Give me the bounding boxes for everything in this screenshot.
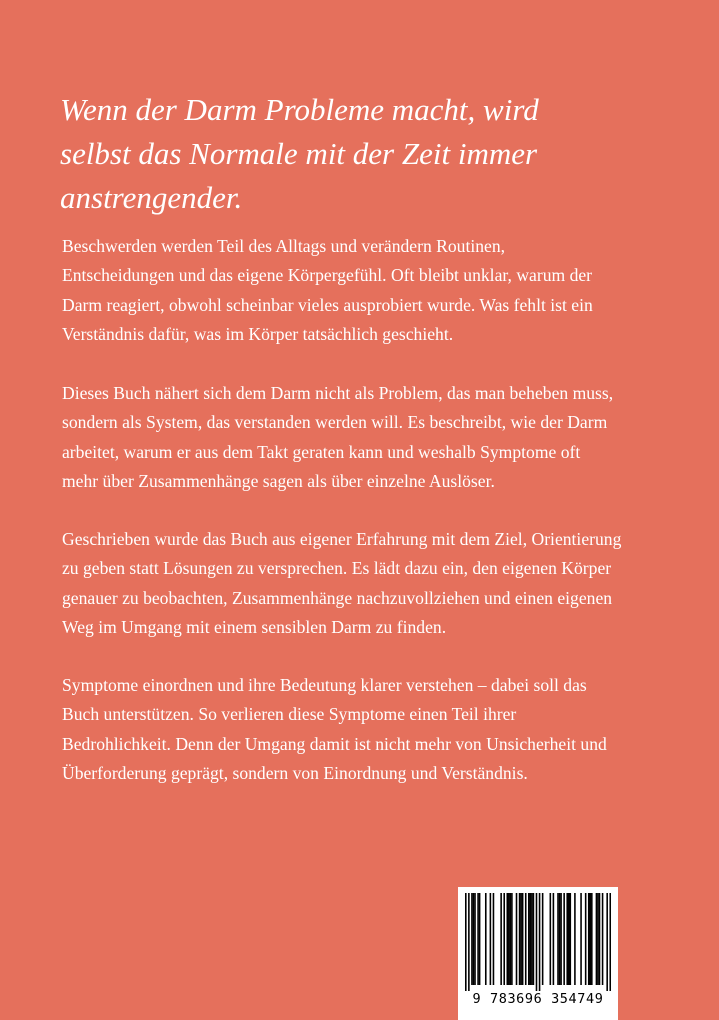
barcode-bar	[503, 893, 505, 985]
barcode-bar	[550, 893, 552, 985]
barcode-bars	[465, 893, 611, 991]
barcode-bar	[566, 893, 568, 985]
blurb-paragraph-2	[62, 379, 672, 496]
barcode-bar	[606, 893, 608, 991]
barcode-bar	[559, 893, 561, 985]
text-line: Weg im Umgang mit einem sensiblen Darm zu finden.	[62, 616, 447, 637]
barcode-bar	[519, 893, 521, 985]
text-line: Dieses Buch nähert sich dem Darm nicht als Problem, das man beheben muss,	[62, 383, 614, 403]
headline-line: selbst das Normale mit der Zeit immer	[60, 136, 538, 171]
text-line: mehr über Zusammenhänge sagen als über einzelne Auslöser.	[62, 470, 495, 491]
barcode-bar	[493, 893, 495, 985]
text-line: Bedrohlichkeit. Denn der Umgang damit ist nicht mehr von Unsicherheit und	[62, 733, 607, 754]
barcode-bar	[506, 893, 508, 985]
barcode-bar	[511, 893, 513, 985]
barcode-bar	[560, 893, 562, 985]
barcode-bar	[468, 893, 470, 991]
barcode-bar	[597, 893, 599, 985]
barcode-bar	[570, 893, 572, 985]
barcode-bar	[553, 893, 555, 985]
barcode-bar	[471, 893, 473, 985]
barcode-bar	[531, 893, 533, 985]
barcode-bar	[557, 893, 559, 985]
barcode-bar	[589, 893, 591, 985]
barcode-bar	[599, 893, 601, 985]
barcode-bar	[591, 893, 593, 985]
text-line: Beschwerden werden Teil des Alltags und verändern Routinen,	[62, 236, 506, 256]
barcode-bar	[588, 893, 590, 985]
barcode-bar	[485, 893, 487, 985]
text-line: sondern als System, das verstanden werden will. Es beschreibt, wie der Darm	[62, 412, 608, 433]
barcode-bar	[542, 893, 544, 985]
barcode-bar	[516, 893, 518, 985]
barcode-bar	[585, 893, 587, 985]
barcode-bar	[533, 893, 535, 985]
isbn-barcode	[458, 887, 618, 1020]
blurb-paragraph-3	[62, 525, 672, 642]
headline-line: Wenn der Darm Probleme macht, wird	[60, 92, 539, 127]
barcode-bar	[508, 893, 510, 985]
headline	[60, 88, 660, 220]
text-line: Verständnis dafür, was im Körper tatsächlich geschieht.	[62, 323, 454, 344]
barcode-bar	[596, 893, 598, 985]
barcode-bar	[580, 893, 582, 985]
text-line: genauer zu beobachten, Zusammenhänge nachzuvollziehen und einen eigenen	[62, 587, 613, 608]
blurb-paragraph-1	[62, 232, 672, 349]
blurb-paragraph-4	[62, 671, 672, 788]
barcode-bar	[500, 893, 502, 985]
barcode-bar	[574, 893, 576, 985]
barcode-bar	[479, 893, 481, 985]
barcode-bar	[520, 893, 522, 985]
barcode-bar	[568, 893, 570, 985]
text-line: Buch unterstützen. So verlieren diese Symptome einen Teil ihrer	[62, 704, 517, 725]
text-line: Darm reagiert, obwohl scheinbar vieles ausprobiert wurde. Was fehlt ist ein	[62, 294, 593, 315]
barcode-bar	[528, 893, 530, 985]
barcode-bar	[474, 893, 476, 985]
barcode-bar	[530, 893, 532, 985]
barcode-bar	[477, 893, 479, 985]
headline-line: anstrengender.	[60, 180, 243, 215]
barcode-bar	[465, 893, 467, 991]
text-line: zu geben statt Lösungen zu versprechen. Es lädt dazu ein, den eigenen Körper	[62, 558, 612, 579]
barcode-bar	[609, 893, 611, 991]
barcode-bar	[539, 893, 541, 991]
barcode-bar	[525, 893, 527, 985]
barcode-bar	[522, 893, 524, 985]
isbn-number: 9 783696 354749	[472, 991, 604, 1007]
barcode-bar	[536, 893, 538, 991]
barcode-bar	[602, 893, 604, 985]
text-line: Symptome einordnen und ihre Bedeutung klarer verstehen – dabei soll das	[62, 675, 587, 695]
text-line: Geschrieben wurde das Buch aus eigener Erfahrung mit dem Ziel, Orientierung	[62, 529, 622, 549]
barcode-bar	[473, 893, 475, 985]
barcode-bar	[510, 893, 512, 985]
barcode-bar	[563, 893, 565, 985]
barcode-bar	[490, 893, 492, 985]
text-line: arbeitet, warum er aus dem Takt geraten kann und weshalb Symptome oft	[62, 441, 581, 462]
text-line: Überforderung geprägt, sondern von Einordnung und Verständnis.	[62, 762, 528, 783]
text-line: Entscheidungen und das eigene Körpergefühl. Oft bleibt unklar, warum der	[62, 265, 593, 286]
